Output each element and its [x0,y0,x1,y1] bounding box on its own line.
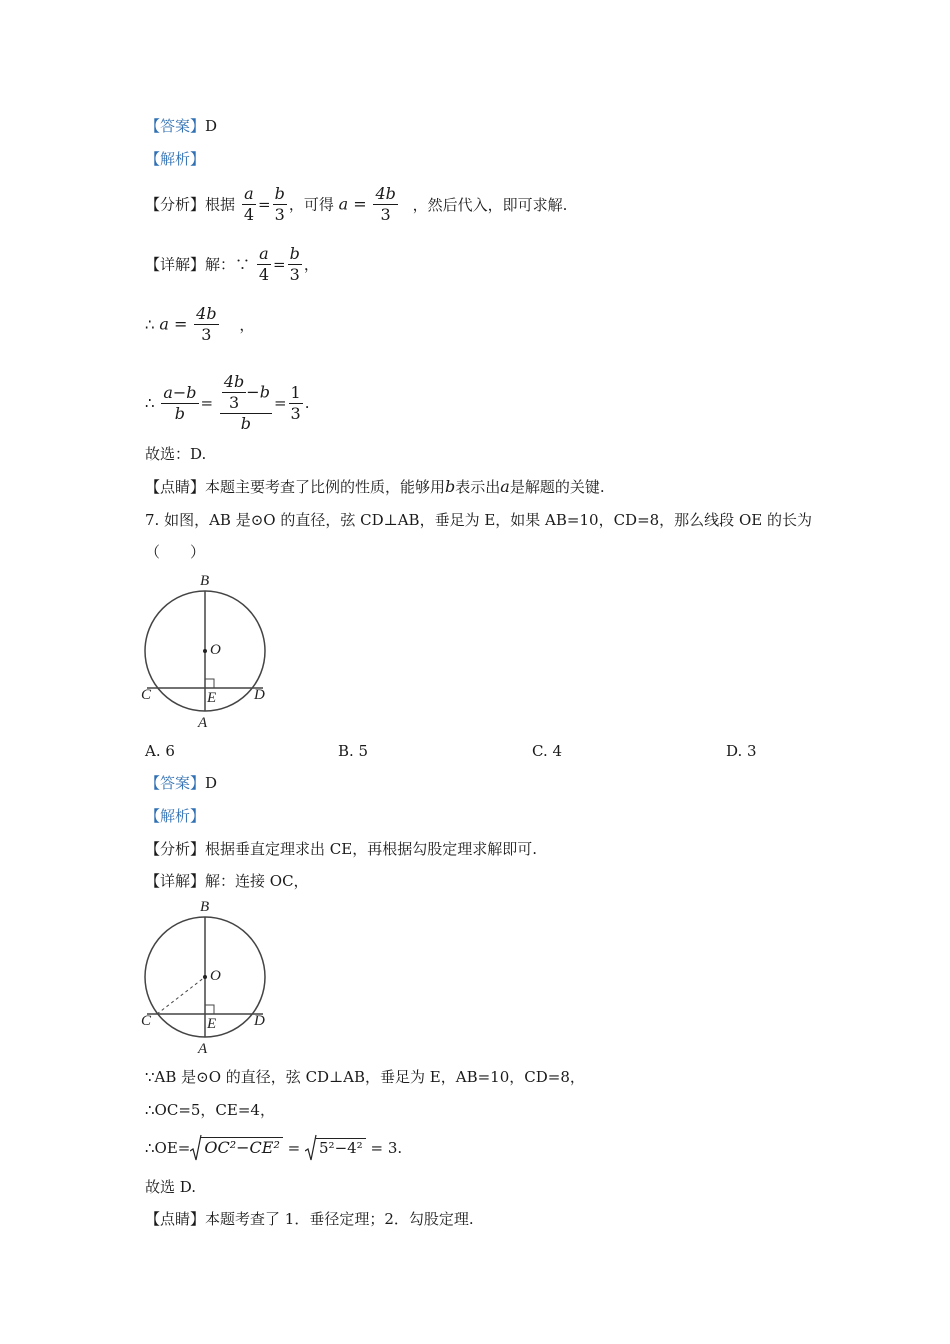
frac-den: 3 [222,392,246,413]
var-b: b [259,382,270,402]
q6-dianjing-pre: 本题主要考查了比例的性质，能够用 [205,478,446,496]
q7-analysis-tag: 【解析】 [145,807,206,825]
frac-num: 4b [223,372,245,391]
fraction-4b-over-3 [373,184,397,225]
q6-xiangjie-tag: 【详解】 [145,255,206,274]
option-a: A. 6 [145,742,175,760]
label-d: D [254,687,265,703]
frac-num: a [259,244,269,263]
fraction-4b-over-3 [222,372,246,413]
equals-sign: = [370,1139,384,1157]
q6-dianjing-post: 是解题的关键. [509,478,605,496]
frac-den: 3 [288,264,302,285]
frac-den: 4 [258,265,269,284]
frac-num: 1 [290,382,301,402]
frac-num: 4b [375,184,396,203]
var-b: b [445,477,456,496]
equals-sign: = [258,195,271,214]
equals-sign: = [200,394,214,412]
q7-dianjing-text: 本题考查了 1．垂径定理；2．勾股定理. [205,1210,474,1228]
q6-fenxi-tag: 【分析】 [145,195,206,214]
q6-therefore-result-line [145,372,310,434]
center-point [203,649,207,653]
q7-answer-line [145,773,217,793]
q7-fenxi-text: 根据垂直定理求出 CE，再根据勾股定理求解即可. [205,840,537,858]
q7-analysis-line [145,806,205,826]
right-angle-mark [205,1005,214,1014]
q7-xiangjie-tag: 【详解】 [145,872,206,890]
q6-dianjing-tag: 【点睛】 [145,478,206,496]
q7-therefore1-line: ∴OC=5，CE=4， [145,1101,275,1119]
option-c: C. 4 [532,742,563,760]
label-c: C [141,687,152,703]
q7-paren: （ ） [145,543,206,561]
q7-xiangjie-line [145,871,309,891]
q7-xiangjie-text: 解：连接 OC， [205,872,309,890]
segment-oc-dashed [157,977,205,1014]
fraction-a-minus-b-over-b [161,383,198,424]
frac-num: 4b [196,304,217,323]
q7-answer-value: D [205,774,218,792]
frac-den: b [161,403,198,424]
q6-fenxi-mid: ，可得 [288,195,334,214]
q7-fenxi-line [145,839,537,859]
sqrt-1-radicand: OC²−CE² [201,1137,283,1157]
option-b: B. 5 [338,742,369,760]
frac-num: b [289,244,300,263]
therefore-sign: ∴ [145,394,155,412]
comma: ， [239,315,255,334]
complex-fraction [220,372,272,434]
fraction-1-over-3 [289,383,303,424]
q6-analysis-tag: 【解析】 [145,150,206,168]
q6-xiangjie-line [145,244,319,285]
label-c: C [141,1013,152,1029]
q7-result: 3 [387,1139,398,1157]
var-a-eq: a = [338,194,367,214]
fraction-b-over-3 [288,244,302,285]
sqrt-2-radicand: 5²−4² [316,1138,366,1157]
var-a-eq: a = [159,314,188,334]
frac-num: a [244,184,254,203]
frac-den: 3 [373,204,397,225]
q6-analysis-line [145,149,205,169]
q6-answer-value: D [205,117,218,135]
fraction-a-over-4 [242,184,256,225]
label-a: A [198,715,208,731]
q6-dianjing-line [145,477,605,497]
q6-fenxi-pre: 根据 [205,195,236,214]
right-angle-mark [205,679,214,688]
therefore-sign: ∴ [145,315,155,334]
q7-dianjing-tag: 【点睛】 [145,1210,206,1228]
fraction-b-over-3 [273,184,287,225]
period: . [397,1139,403,1157]
q7-question: 7. 如图，AB 是⊙O 的直径，弦 CD⊥AB，垂足为 E，如果 AB=10，CD=8，那么线段 OE 的长为 [145,511,812,529]
center-point [203,975,207,979]
circle-figure-2 [138,894,278,1058]
frac-den: 3 [290,403,301,423]
label-o: O [210,642,221,658]
label-a: A [198,1041,208,1057]
q6-answer-line [145,116,217,136]
q7-because-line: ∵AB 是⊙O 的直径，弦 CD⊥AB，垂足为 E，AB=10，CD=8， [145,1068,585,1086]
q6-therefore-a-line [145,304,254,345]
equals-sign: = [287,1139,301,1157]
fraction-4b-over-3 [194,304,218,345]
q6-dianjing-mid: 表示出 [455,478,501,496]
equals-sign: = [273,394,287,412]
var-a: a [500,477,510,496]
frac-den: 3 [273,204,287,225]
q6-xiangjie-pre: 解：∵ [205,255,251,274]
q6-choose: 故选：D. [145,445,207,463]
label-o: O [210,968,221,984]
label-d: D [254,1013,265,1029]
frac-den: 3 [194,324,218,345]
q7-answer-tag: 【答案】 [145,774,206,792]
q7-fenxi-tag: 【分析】 [145,840,206,858]
frac-den: b [220,413,272,434]
complex-numerator [220,372,272,413]
q7-choose-line: 故选 D. [145,1178,197,1196]
equals-sign: = [273,255,286,274]
q7-dianjing-line [145,1209,474,1229]
label-b: B [200,899,210,915]
option-d: D. 3 [726,742,757,760]
q6-choose-line [145,444,206,464]
label-e: E [207,1016,217,1032]
fraction-a-over-4 [257,244,271,285]
q7-oe-pre: ∴OE= [145,1139,191,1157]
q7-oe-line [145,1134,402,1162]
q6-fenxi-post: ，然后代入，即可求解. [412,195,568,214]
period: . [304,394,310,412]
frac-den: 4 [243,205,254,224]
label-b: B [200,573,210,589]
frac-num: b [274,184,285,203]
circle-figure-1 [138,568,278,732]
q6-answer-tag: 【答案】 [145,117,206,135]
comma: ， [303,255,319,274]
q6-fenxi-line [145,184,567,225]
frac-num: a−b [163,382,197,402]
minus-b: −b [246,382,270,402]
label-e: E [207,690,217,706]
